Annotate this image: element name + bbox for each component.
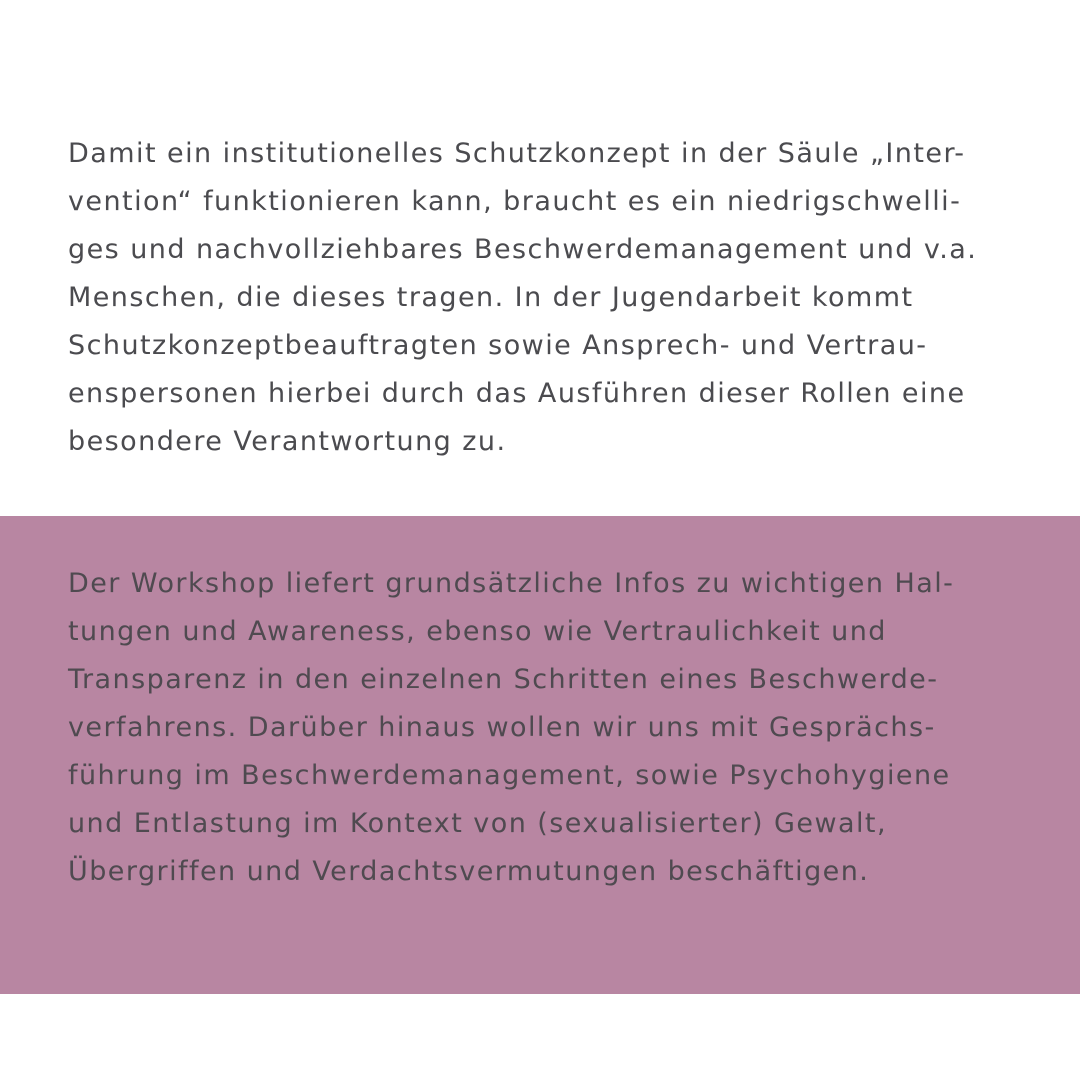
workshop-paragraph: [68, 560, 954, 896]
intro-line: Damit ein institutionelles Schutzkonzept in der Säule „Inter-: [68, 138, 966, 169]
intro-line: enspersonen hierbei durch das Ausführen dieser Rollen eine: [68, 378, 966, 409]
workshop-line: Der Workshop liefert grundsätzliche Infos zu wichtigen Hal-: [68, 568, 955, 599]
workshop-line: tungen und Awareness, ebenso wie Vertraulichkeit und: [68, 616, 887, 647]
intro-line: vention“ funktionieren kann, braucht es ein niedrigschwelli-: [68, 186, 962, 217]
intro-paragraph: [68, 130, 977, 466]
intro-line: Schutzkonzeptbeauftragten sowie Ansprech- und Vertrau-: [68, 330, 928, 361]
workshop-band: [0, 516, 1080, 994]
intro-line: ges und nachvollziehbares Beschwerdemanagement und v.a.: [68, 234, 978, 265]
intro-line: besondere Verantwortung zu.: [68, 426, 507, 457]
intro-section: [0, 0, 1080, 516]
workshop-line: Transparenz in den einzelnen Schritten eines Beschwerde-: [68, 664, 939, 695]
intro-line: Menschen, die dieses tragen. In der Jugendarbeit kommt: [68, 282, 914, 313]
workshop-line: verfahrens. Darüber hinaus wollen wir uns mit Gesprächs-: [68, 712, 936, 743]
workshop-line: führung im Beschwerdemanagement, sowie Psychohygiene: [68, 760, 951, 791]
workshop-line: Übergriffen und Verdachtsvermutungen beschäftigen.: [68, 856, 870, 887]
bottom-spacer: [0, 994, 1080, 1080]
workshop-line: und Entlastung im Kontext von (sexualisierter) Gewalt,: [68, 808, 887, 839]
